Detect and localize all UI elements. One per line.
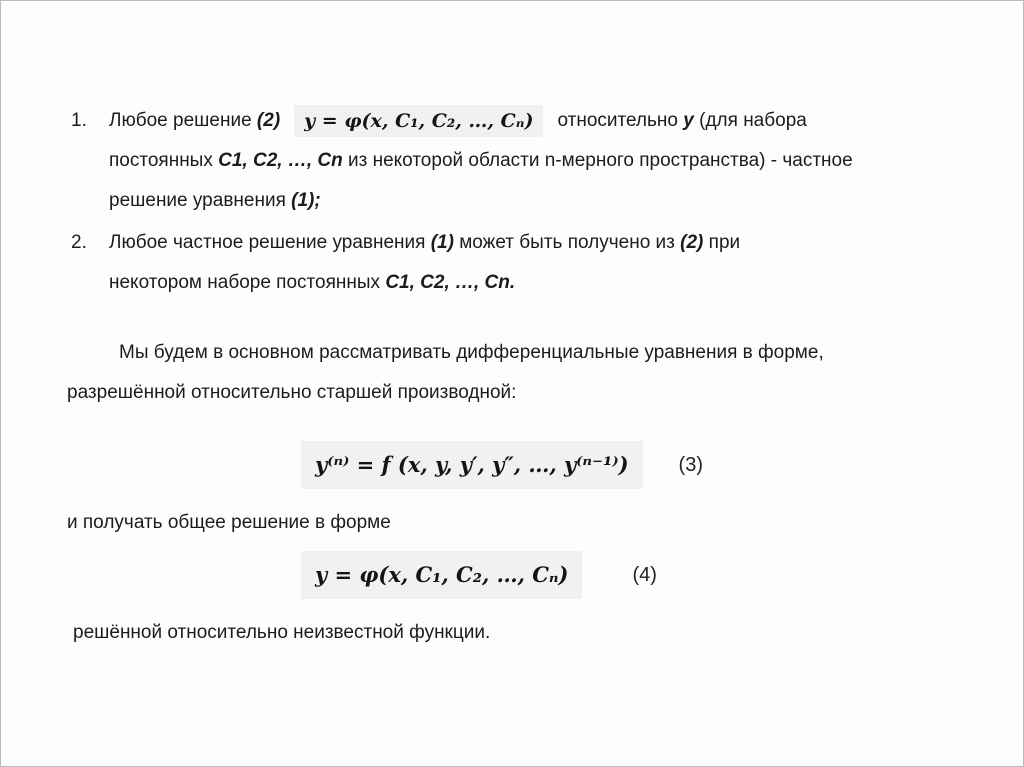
list-item-2-line-2: [109, 263, 941, 303]
list-item-2: [71, 223, 941, 303]
equation-4-row: [301, 551, 657, 599]
list-item-1-text: [109, 101, 941, 221]
paragraph-between-equations: [67, 503, 957, 543]
paragraph-intro-line-1: Мы будем в основном рассматривать дифференциальные уравнения в форме,: [119, 342, 824, 363]
equation-ref-1: (1);: [291, 190, 321, 211]
list-item-2-line-1: [109, 223, 941, 263]
text-segment: решение уравнения: [109, 190, 292, 211]
inline-formula-2: y = φ(x, C₁, C₂, …, Cₙ): [294, 105, 543, 137]
equation-ref-2: (2): [680, 232, 704, 253]
equation-ref-2: (2): [256, 110, 281, 131]
text-segment: Любое частное решение уравнения: [109, 232, 431, 253]
equation-4-formula: y = φ(x, C₁, C₂, …, Cₙ): [301, 551, 582, 599]
equation-3-formula: y⁽ⁿ⁾ = f (x, y, y′, y″, …, y⁽ⁿ⁻¹⁾): [301, 441, 643, 489]
paragraph-closing: [73, 613, 963, 653]
list-item-2-text: [109, 223, 941, 303]
text-segment: может быть получено из: [453, 232, 681, 253]
paragraph-between-line: и получать общее решение в форме: [67, 512, 391, 533]
list-item-1-number: 1.: [71, 110, 87, 131]
equation-ref-1: (1): [430, 232, 454, 253]
equation-3-row: [301, 441, 703, 489]
paragraph-closing-line: решённой относительно неизвестной функции.: [73, 622, 491, 643]
equation-4-number: (4): [632, 563, 657, 586]
list-item-1-line-2: [109, 141, 941, 181]
text-segment: относительно: [557, 110, 684, 131]
numbered-list: [71, 101, 941, 303]
variable-y: y: [683, 110, 694, 131]
paragraph-intro: [67, 333, 957, 413]
list-item-1-line-1: [109, 101, 941, 141]
constants-list: C1, C2, …, Cn.: [385, 272, 516, 293]
paragraph-intro-line-2: разрешённой относительно старшей производной:: [67, 382, 517, 403]
text-segment: (для набора: [693, 110, 807, 131]
list-item-1-line-3: [109, 181, 941, 221]
text-segment: из некоторой области n-мерного пространства) - частное: [342, 150, 853, 171]
constants-list: C1, C2, …, Cn: [218, 150, 343, 171]
text-segment: при: [703, 232, 741, 253]
equation-3-number: (3): [678, 453, 703, 476]
text-segment: постоянных: [109, 150, 219, 171]
list-item-2-number: 2.: [71, 232, 87, 253]
text-segment: некотором наборе постоянных: [109, 272, 386, 293]
text-segment: Любое решение: [109, 110, 257, 131]
list-item-1: [71, 101, 941, 221]
